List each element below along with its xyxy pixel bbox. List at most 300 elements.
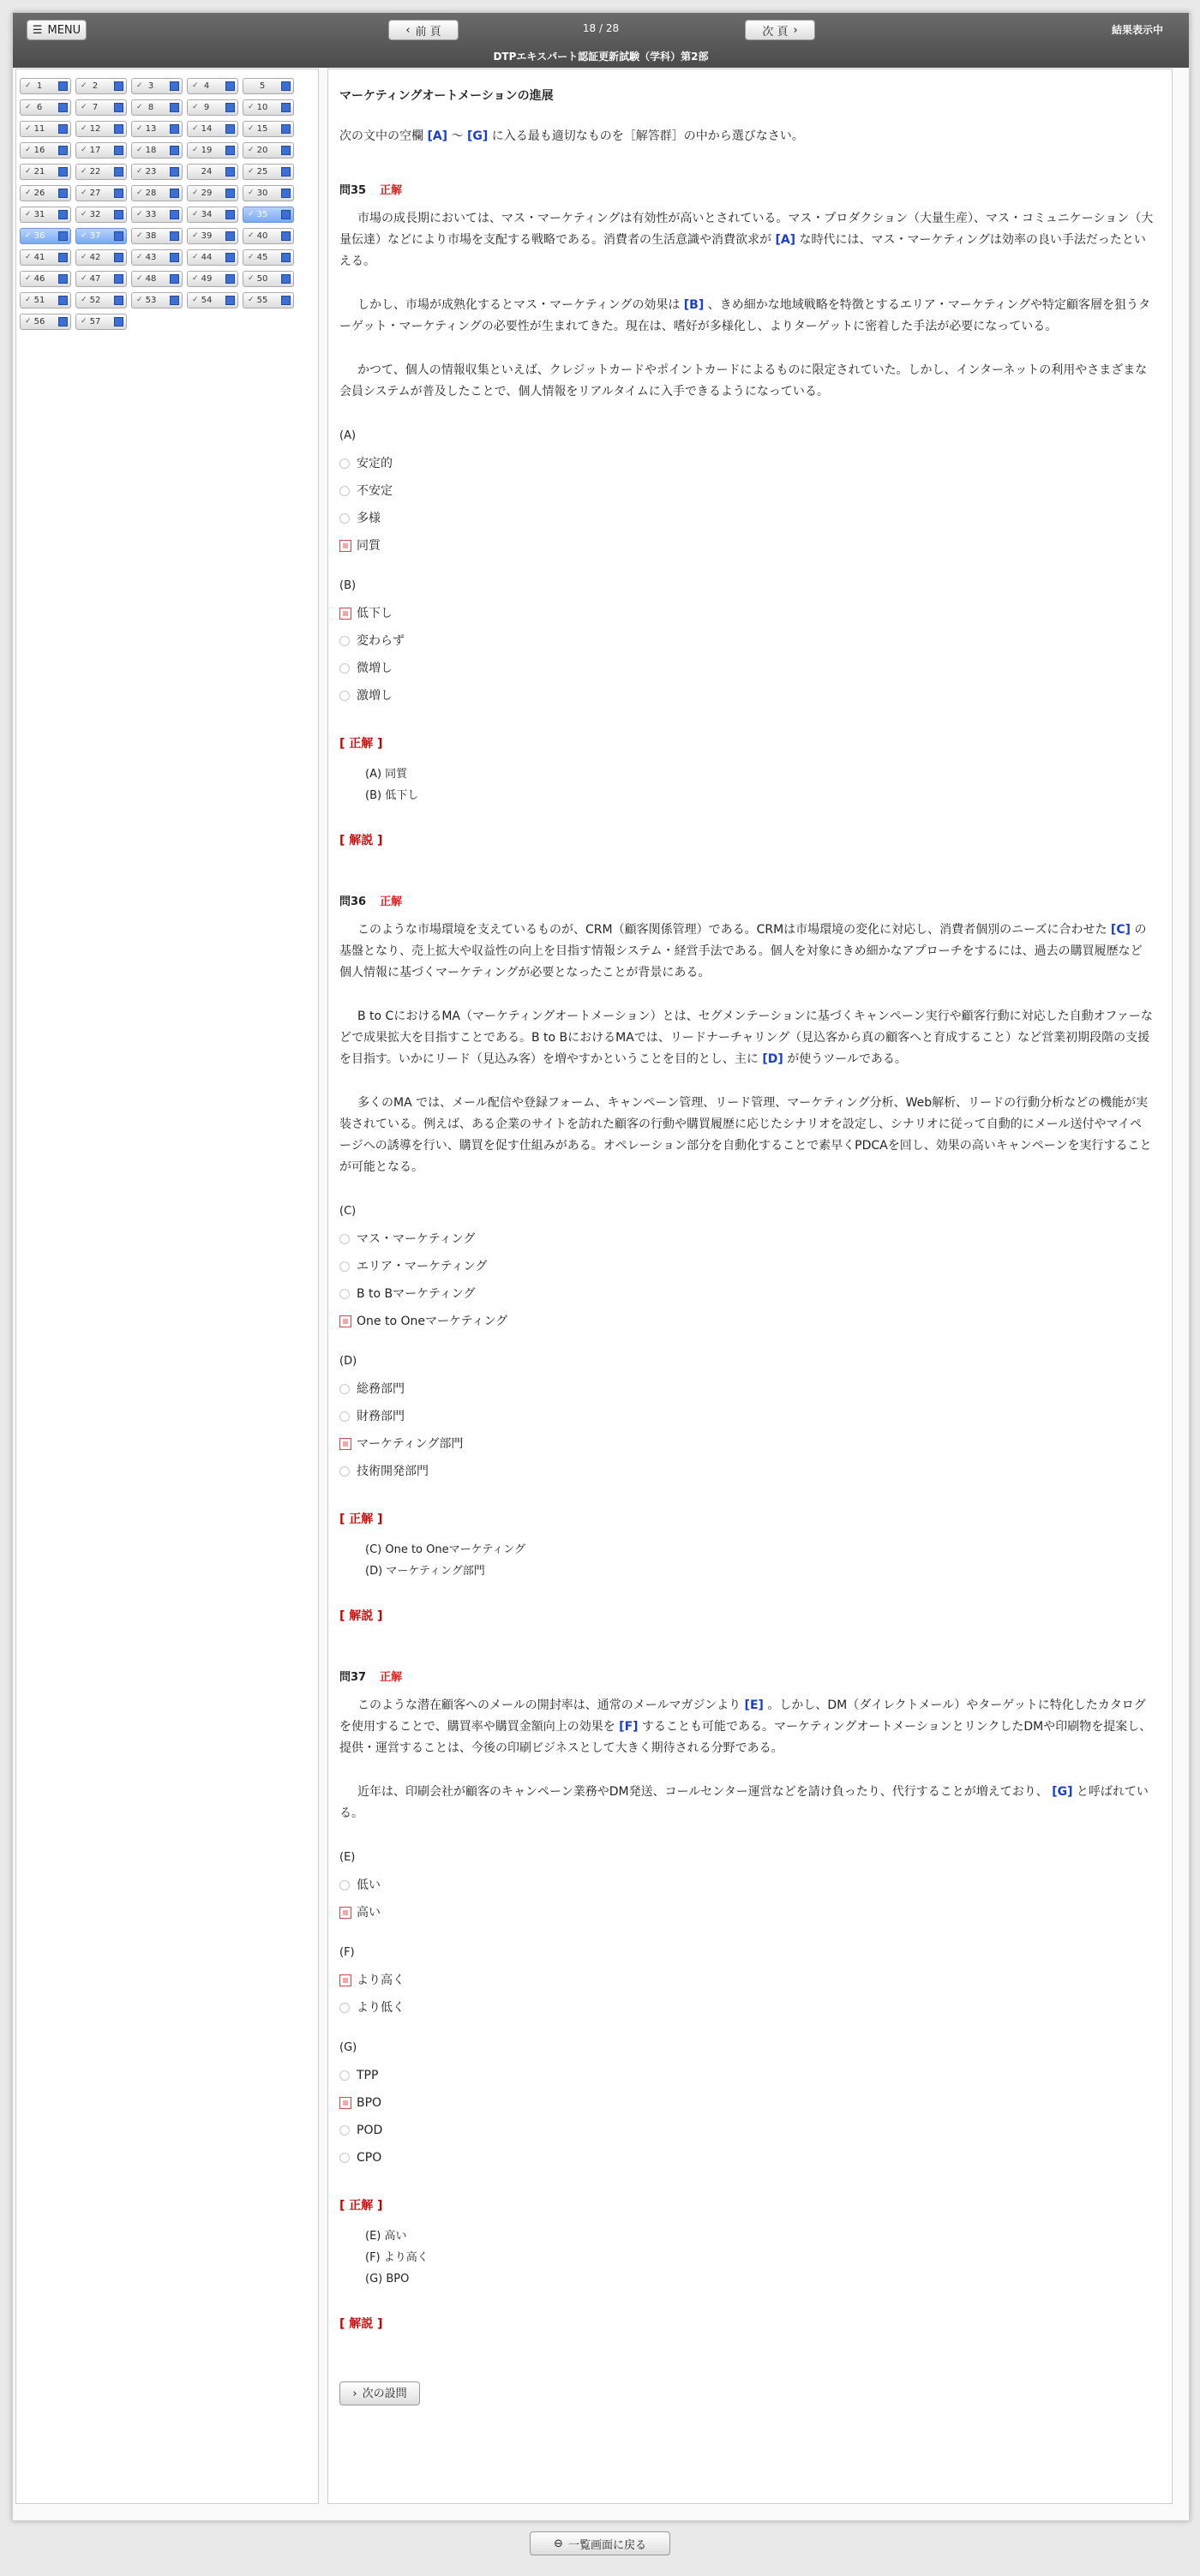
flag-icon <box>170 167 179 177</box>
question-nav-button[interactable] <box>131 292 183 309</box>
question-number: 50 <box>256 274 268 284</box>
question-nav-button[interactable] <box>187 99 238 116</box>
choice-option[interactable] <box>339 477 1154 505</box>
answered-check-icon: ✓ <box>81 317 87 326</box>
flag-icon <box>58 231 68 241</box>
correct-label: 正解 <box>380 1671 403 1684</box>
radio-button[interactable] <box>339 663 350 674</box>
back-to-list-label: 一覧画面に戻る <box>567 2538 646 2552</box>
question-nav-button[interactable] <box>243 164 294 180</box>
question-nav-button[interactable] <box>187 78 238 94</box>
choice-option[interactable] <box>339 1899 1154 1926</box>
radio-button[interactable] <box>339 1411 350 1422</box>
flag-icon <box>225 210 235 219</box>
answered-check-icon: ✓ <box>192 81 199 90</box>
flag-icon <box>170 189 179 198</box>
flag-icon <box>225 146 235 155</box>
result-status: 結果表示中 <box>1111 24 1163 36</box>
question-nav-button[interactable] <box>20 121 71 137</box>
answered-check-icon: ✓ <box>81 296 87 304</box>
correct-answer: (C) One to Oneマーケティング <box>365 1543 526 1556</box>
question-nav-button[interactable] <box>20 207 71 223</box>
question-number: 48 <box>145 274 157 284</box>
flag-icon <box>225 253 235 262</box>
answered-check-icon: ✓ <box>81 253 87 261</box>
text-segment: 市場の成長期においては、マス・マーケティングは有効性が高いとされている。マス・プロダクション（大量生産）、マス・コミュニケーション（大量伝達）などにより市場を支配する戦略である。消費者の生活意識や消費欲求が <box>339 212 1154 247</box>
choice-label: 総務部門 <box>357 1381 405 1396</box>
text-segment: することも可能である。マーケティングオートメーションとリンクしたDMや印刷物を提案し、提供・運営することは、今後の印刷ビジネスとして大きく期待される分野である。 <box>339 1720 1152 1755</box>
question-nav-button[interactable] <box>20 142 71 159</box>
flag-icon <box>58 274 68 284</box>
answer-heading: [ 正解 ] <box>339 2199 383 2213</box>
flag-icon <box>58 253 68 262</box>
answered-check-icon: ✓ <box>81 167 87 176</box>
answered-check-icon: ✓ <box>25 274 32 283</box>
answered-check-icon: ✓ <box>248 231 255 240</box>
next-page-button[interactable] <box>745 20 815 40</box>
correct-answer: (F) より高く <box>365 2251 429 2264</box>
answered-check-icon: ✓ <box>136 253 143 261</box>
answered-check-icon: ✓ <box>25 146 32 154</box>
flag-icon <box>114 103 123 112</box>
answered-check-icon: ✓ <box>136 296 143 304</box>
answered-check-icon: ✓ <box>192 124 199 133</box>
choice-label: One to Oneマーケティング <box>357 1314 508 1328</box>
answered-check-icon: ✓ <box>25 253 32 261</box>
question-nav-button[interactable] <box>131 185 183 201</box>
text-segment: 〜 <box>447 129 467 143</box>
question-nav-button[interactable] <box>187 292 238 309</box>
choice-option[interactable] <box>339 1458 1154 1485</box>
question-nav-button[interactable] <box>243 271 294 287</box>
flag-icon <box>170 210 179 219</box>
choice-label: より低く <box>357 2000 405 2015</box>
selected-answer-icon <box>339 540 351 552</box>
question-nav-button[interactable] <box>243 207 294 223</box>
question-number: 34 <box>201 210 213 219</box>
spacer <box>339 1636 1154 1667</box>
question-nav-button[interactable] <box>243 99 294 116</box>
choice-option[interactable] <box>339 1403 1154 1430</box>
choice-group-label: (F) <box>339 1946 355 1959</box>
blank-marker: [A] <box>427 129 448 143</box>
question-number: 47 <box>89 274 101 284</box>
flag-icon <box>58 167 68 177</box>
flag-icon <box>114 231 123 241</box>
flag-icon <box>170 231 179 241</box>
question-number: 38 <box>145 231 157 241</box>
answered-check-icon: ✓ <box>136 103 143 111</box>
question-nav-button[interactable] <box>75 207 127 223</box>
question-number: 39 <box>201 231 213 241</box>
selected-answer-icon <box>339 2097 351 2109</box>
correct-answer: (G) BPO <box>365 2273 410 2285</box>
radio-button[interactable] <box>339 1289 350 1299</box>
question-number: 56 <box>33 317 45 326</box>
choice-option[interactable] <box>339 1280 1154 1308</box>
radio-button[interactable] <box>339 1384 350 1394</box>
question-nav-button[interactable] <box>75 99 127 116</box>
question-nav-button[interactable] <box>243 292 294 309</box>
answered-check-icon: ✓ <box>136 167 143 176</box>
next-question-label: 次の設問 <box>362 2387 407 2400</box>
choice-label: 不安定 <box>357 483 393 498</box>
answered-check-icon: ✓ <box>248 167 255 176</box>
question-nav-button[interactable] <box>131 271 183 287</box>
question-nav-button[interactable] <box>75 314 127 330</box>
exam-title: DTPエキスパート認証更新試験（学科）第2部 <box>493 51 709 63</box>
explanation-heading: [ 解説 ] <box>339 834 383 848</box>
question-paragraph <box>339 1782 1154 1824</box>
question-number: 35 <box>256 210 268 219</box>
answered-check-icon: ✓ <box>81 124 87 133</box>
question-number: 45 <box>256 253 268 262</box>
question-nav-button[interactable] <box>75 228 127 244</box>
question-number: 26 <box>33 189 45 198</box>
question-number: 46 <box>33 274 45 284</box>
choice-option[interactable] <box>339 655 1154 682</box>
question-number: 27 <box>89 189 101 198</box>
choice-option[interactable] <box>339 2089 1154 2117</box>
instructions <box>339 126 1154 147</box>
question-nav-button[interactable] <box>20 228 71 244</box>
flag-icon <box>114 124 123 134</box>
radio-button[interactable] <box>339 458 350 469</box>
question-nav-button[interactable] <box>243 249 294 266</box>
correct-answer: (B) 低下し <box>365 789 419 802</box>
text-segment: かつて、個人の情報収集といえば、クレジットカードやポイントカードによるものに限定されていた。しかし、インターネットの利用やさまざまな会員システムが普及したことで、個人情報をリアルタイムに入手できるようになっている。 <box>339 363 1148 398</box>
question-nav-button[interactable] <box>20 78 71 94</box>
question-header <box>339 1667 1154 1688</box>
answered-check-icon: ✓ <box>81 81 87 90</box>
choice-option[interactable] <box>339 682 1154 710</box>
spacer <box>339 860 1154 891</box>
back-to-list-button[interactable] <box>530 2531 670 2555</box>
answered-check-icon: ✓ <box>192 274 199 283</box>
answered-check-icon: ✓ <box>136 189 143 197</box>
flag-icon <box>225 274 235 284</box>
question-nav-button[interactable] <box>75 78 127 94</box>
question-paragraph <box>339 920 1154 984</box>
next-question-button[interactable] <box>339 2381 420 2405</box>
question-content <box>339 86 1154 2405</box>
flag-icon <box>225 81 235 91</box>
radio-button[interactable] <box>339 636 350 646</box>
chevron-left-icon: ‹ <box>405 23 411 37</box>
choice-option[interactable] <box>339 1994 1154 2022</box>
question-number: 14 <box>201 124 213 134</box>
text-segment: に入る最も適切なものを［解答群］の中から選びなさい。 <box>488 129 804 143</box>
choice-label: 微増し <box>357 661 393 675</box>
question-nav-button[interactable] <box>75 164 127 180</box>
flag-icon <box>225 124 235 134</box>
page-counter: 18 / 28 <box>582 22 620 34</box>
question-nav-button[interactable] <box>131 78 183 94</box>
question-nav-button[interactable] <box>131 249 183 266</box>
radio-button[interactable] <box>339 2070 350 2081</box>
choice-group-label: (C) <box>339 1205 357 1218</box>
choice-label: 技術開発部門 <box>357 1464 429 1478</box>
hamburger-icon: ☰ <box>32 23 43 37</box>
question-block <box>339 891 1154 1667</box>
text-segment: が使うツールである。 <box>783 1052 907 1066</box>
choice-option[interactable] <box>339 627 1154 655</box>
flag-icon <box>281 296 291 305</box>
choice-option[interactable] <box>339 2144 1154 2172</box>
question-nav-button[interactable] <box>243 78 294 94</box>
correct-label: 正解 <box>380 184 403 197</box>
choice-option[interactable] <box>339 1967 1154 1994</box>
blank-marker: [B] <box>683 298 705 312</box>
radio-button[interactable] <box>339 691 350 701</box>
question-nav-button[interactable] <box>187 271 238 287</box>
question-nav-button[interactable] <box>131 164 183 180</box>
question-number: 5 <box>259 81 266 91</box>
radio-button[interactable] <box>339 2003 350 2013</box>
answered-check-icon: ✓ <box>25 167 32 176</box>
text-segment: B to CにおけるMA（マーケティングオートメーション）とは、セグメンテーションに基づくキャンペーン実行や顧客行動に対応した自動オファーなどで成果拡大を目指すことである。B to BにおけるMAでは、リードナーチャリング（見込客から真の顧客へと育成すること）など営業初期段階の支援を目指す。いかにリード（見込み客）を増やすかということを目的とし、主に <box>339 1009 1153 1066</box>
question-number: 32 <box>89 210 101 219</box>
choice-option[interactable] <box>339 600 1154 627</box>
question-number: 37 <box>89 231 101 241</box>
question-nav-button[interactable] <box>75 142 127 159</box>
menu-label: MENU <box>47 23 81 37</box>
question-number: 19 <box>201 146 213 155</box>
radio-button[interactable] <box>339 1261 350 1272</box>
answered-check-icon: ✓ <box>81 231 87 240</box>
question-nav-button[interactable] <box>187 207 238 223</box>
choice-label: 同質 <box>357 538 381 553</box>
text-segment: と呼ばれている。 <box>339 1785 1149 1820</box>
answered-check-icon: ✓ <box>136 210 143 219</box>
question-nav-button[interactable] <box>187 249 238 266</box>
question-nav-button[interactable] <box>20 249 71 266</box>
question-number: 16 <box>33 146 45 155</box>
question-nav-button[interactable] <box>131 99 183 116</box>
question-number: 問35 <box>339 184 367 197</box>
flag-icon <box>114 81 123 91</box>
choice-option[interactable] <box>339 1872 1154 1899</box>
flag-icon <box>114 274 123 284</box>
question-paragraph <box>339 1695 1154 1759</box>
question-header <box>339 891 1154 913</box>
flag-icon <box>281 231 291 241</box>
question-number: 3 <box>147 81 154 91</box>
question-nav-button[interactable] <box>131 121 183 137</box>
choice-option[interactable] <box>339 1308 1154 1335</box>
blank-marker: [D] <box>762 1052 783 1066</box>
radio-button[interactable] <box>339 1466 350 1477</box>
question-nav-button[interactable] <box>75 271 127 287</box>
question-nav-button[interactable] <box>20 271 71 287</box>
blank-marker: [F] <box>619 1720 639 1734</box>
choice-option[interactable] <box>339 1253 1154 1280</box>
question-number: 11 <box>33 124 45 134</box>
radio-button[interactable] <box>339 1880 350 1890</box>
next-page-label: 次 頁 <box>762 25 789 39</box>
question-nav-button[interactable] <box>187 142 238 159</box>
text-segment: このような潜在顧客へのメールの開封率は、通常のメールマガジンより <box>357 1698 745 1712</box>
question-number: 25 <box>256 167 268 177</box>
choice-label: 低下し <box>357 606 393 620</box>
choice-label: CPO <box>357 2150 382 2165</box>
answered-check-icon: ✓ <box>248 124 255 133</box>
question-nav-button[interactable] <box>20 99 71 116</box>
radio-button[interactable] <box>339 2153 350 2163</box>
question-number: 44 <box>201 253 213 262</box>
question-paragraph <box>339 295 1154 338</box>
flag-icon <box>281 167 291 177</box>
choice-label: TPP <box>357 2068 379 2082</box>
question-number: 10 <box>256 103 268 112</box>
question-nav-button[interactable] <box>187 228 238 244</box>
flag-icon <box>58 210 68 219</box>
flag-icon <box>114 317 123 326</box>
choice-label: マス・マーケティング <box>357 1231 476 1246</box>
answered-check-icon: ✓ <box>248 274 255 283</box>
answered-check-icon: ✓ <box>192 296 199 304</box>
spacer <box>339 2344 1154 2375</box>
question-number: 36 <box>33 231 45 241</box>
question-number: 24 <box>201 167 213 177</box>
question-nav-button[interactable] <box>243 185 294 201</box>
answered-check-icon: ✓ <box>25 210 32 219</box>
text-segment: 次の文中の空欄 <box>339 129 428 143</box>
question-grid <box>20 78 311 330</box>
flag-icon <box>225 167 235 177</box>
question-nav-button[interactable] <box>75 185 127 201</box>
choice-label: エリア・マーケティング <box>357 1259 488 1273</box>
page-title: マーケティングオートメーションの進展 <box>339 89 554 103</box>
answered-check-icon: ✓ <box>248 210 255 219</box>
question-number: 2 <box>92 81 99 91</box>
question-number: 12 <box>89 124 101 134</box>
question-number: 55 <box>256 296 268 305</box>
question-nav-button[interactable] <box>243 121 294 137</box>
question-nav-button[interactable] <box>75 249 127 266</box>
explanation-heading: [ 解説 ] <box>339 2317 383 2331</box>
answered-check-icon: ✓ <box>81 103 87 111</box>
choice-option[interactable] <box>339 1225 1154 1253</box>
choice-option[interactable] <box>339 450 1154 477</box>
flag-icon <box>281 124 291 134</box>
flag-icon <box>114 210 123 219</box>
question-nav-button[interactable] <box>20 185 71 201</box>
question-number: 31 <box>33 210 45 219</box>
question-nav-button[interactable] <box>187 121 238 137</box>
flag-icon <box>114 189 123 198</box>
answered-check-icon: ✓ <box>25 189 32 197</box>
flag-icon <box>170 274 179 284</box>
question-nav-button[interactable] <box>187 164 238 180</box>
question-nav-button[interactable] <box>187 185 238 201</box>
text-segment: な時代には、マス・マーケティングは効率の良い手法だったといえる。 <box>339 233 1146 268</box>
question-nav-button[interactable] <box>131 228 183 244</box>
question-nav-button[interactable] <box>20 314 71 330</box>
answered-check-icon: ✓ <box>25 103 32 111</box>
question-nav-button[interactable] <box>75 121 127 137</box>
question-number: 49 <box>201 274 213 284</box>
question-number: 21 <box>33 167 45 177</box>
question-number: 問37 <box>339 1671 367 1684</box>
text-segment: の基盤となり、売上拡大や収益性の向上を目指す情報システム・経営手法である。個人を対象にきめ細かなアプローチをするには、過去の購買履歴など個人情報に基づくマーケティングが必要となったことが背景にある。 <box>339 923 1147 979</box>
flag-icon <box>58 189 68 198</box>
question-nav-button[interactable] <box>243 228 294 244</box>
answered-check-icon: ✓ <box>248 189 255 197</box>
choice-label: より高く <box>357 1973 405 1987</box>
selected-answer-icon <box>339 1974 351 1986</box>
answered-check-icon: ✓ <box>248 296 255 304</box>
flag-icon <box>58 124 68 134</box>
question-nav-button[interactable] <box>243 142 294 159</box>
answered-check-icon: ✓ <box>25 296 32 304</box>
choice-group-label: (E) <box>339 1851 356 1864</box>
answered-check-icon: ✓ <box>81 146 87 154</box>
choice-label: 低い <box>357 1878 381 1892</box>
radio-button[interactable] <box>339 486 350 496</box>
choice-option[interactable] <box>339 2062 1154 2089</box>
answered-check-icon: ✓ <box>192 210 199 219</box>
question-number: 33 <box>145 210 157 219</box>
text-segment: このような市場環境を支えているものが、CRM（顧客関係管理）である。CRMは市場環境の変化に対応し、消費者個別のニーズに合わせた <box>357 923 1111 937</box>
text-segment: 近年は、印刷会社が顧客のキャンペーン業務やDM発送、コールセンター運営などを請け負ったり、代行することが増えており、 <box>357 1785 1053 1799</box>
radio-button[interactable] <box>339 2125 350 2136</box>
blank-marker: [C] <box>1110 923 1131 937</box>
choice-option[interactable] <box>339 505 1154 532</box>
choice-option[interactable] <box>339 1375 1154 1403</box>
radio-button[interactable] <box>339 513 350 524</box>
choice-option[interactable] <box>339 2117 1154 2144</box>
flag-icon <box>114 167 123 177</box>
question-nav-button[interactable] <box>20 164 71 180</box>
question-number: 18 <box>145 146 157 155</box>
flag-icon <box>281 103 291 112</box>
question-nav-button[interactable] <box>75 292 127 309</box>
choice-option[interactable] <box>339 532 1154 560</box>
question-number: 51 <box>33 296 45 305</box>
answered-check-icon: ✓ <box>192 189 199 197</box>
flag-icon <box>170 124 179 134</box>
flag-icon <box>170 253 179 262</box>
question-nav-button[interactable] <box>131 142 183 159</box>
question-number: 53 <box>145 296 157 305</box>
choice-group-label: (A) <box>339 429 357 442</box>
question-nav-button[interactable] <box>20 292 71 309</box>
question-number: 20 <box>256 146 268 155</box>
text-segment: 、きめ細かな地域戦略を特徴とするエリア・マーケティングや特定顧客層を狙うターゲット・マーケティングの必要性が生まれてきた。現在は、嗜好が多様化し、よりターゲットに密着した手法が必要になっている。 <box>339 298 1151 333</box>
flag-icon <box>225 103 235 112</box>
question-nav-button[interactable] <box>131 207 183 223</box>
question-number: 41 <box>33 253 45 262</box>
choice-option[interactable] <box>339 1430 1154 1458</box>
flag-icon <box>281 81 291 91</box>
answered-check-icon: ✓ <box>248 146 255 154</box>
question-number: 問36 <box>339 896 367 908</box>
radio-button[interactable] <box>339 1234 350 1244</box>
flag-icon <box>225 189 235 198</box>
question-paragraph <box>339 1006 1154 1070</box>
choice-label: 財務部門 <box>357 1409 405 1423</box>
question-number: 13 <box>145 124 157 134</box>
text-segment: 多くのMA では、メール配信や登録フォーム、キャンペーン管理、リード管理、マーケティング分析、Web解析、リードの行動分析などの機能が実装されている。例えば、ある企業のサイトを訪れた顧客の行動や購買履歴に応じたシナリオを設定し、シナリオに従って自動的にメール送付やマイページへの誘導を行い、購買を促す仕組みがある。オペレーション部分を自動化することで素早くPDCAを回し、効果の高いキャンペーンを実行することが可能となる。 <box>339 1096 1152 1174</box>
choice-label: POD <box>357 2123 383 2137</box>
question-number: 52 <box>89 296 101 305</box>
answered-check-icon: ✓ <box>248 253 255 261</box>
choice-label: マーケティング部門 <box>357 1436 464 1451</box>
question-paragraph <box>339 208 1154 273</box>
question-block <box>339 1667 1154 2375</box>
flag-icon <box>281 210 291 219</box>
